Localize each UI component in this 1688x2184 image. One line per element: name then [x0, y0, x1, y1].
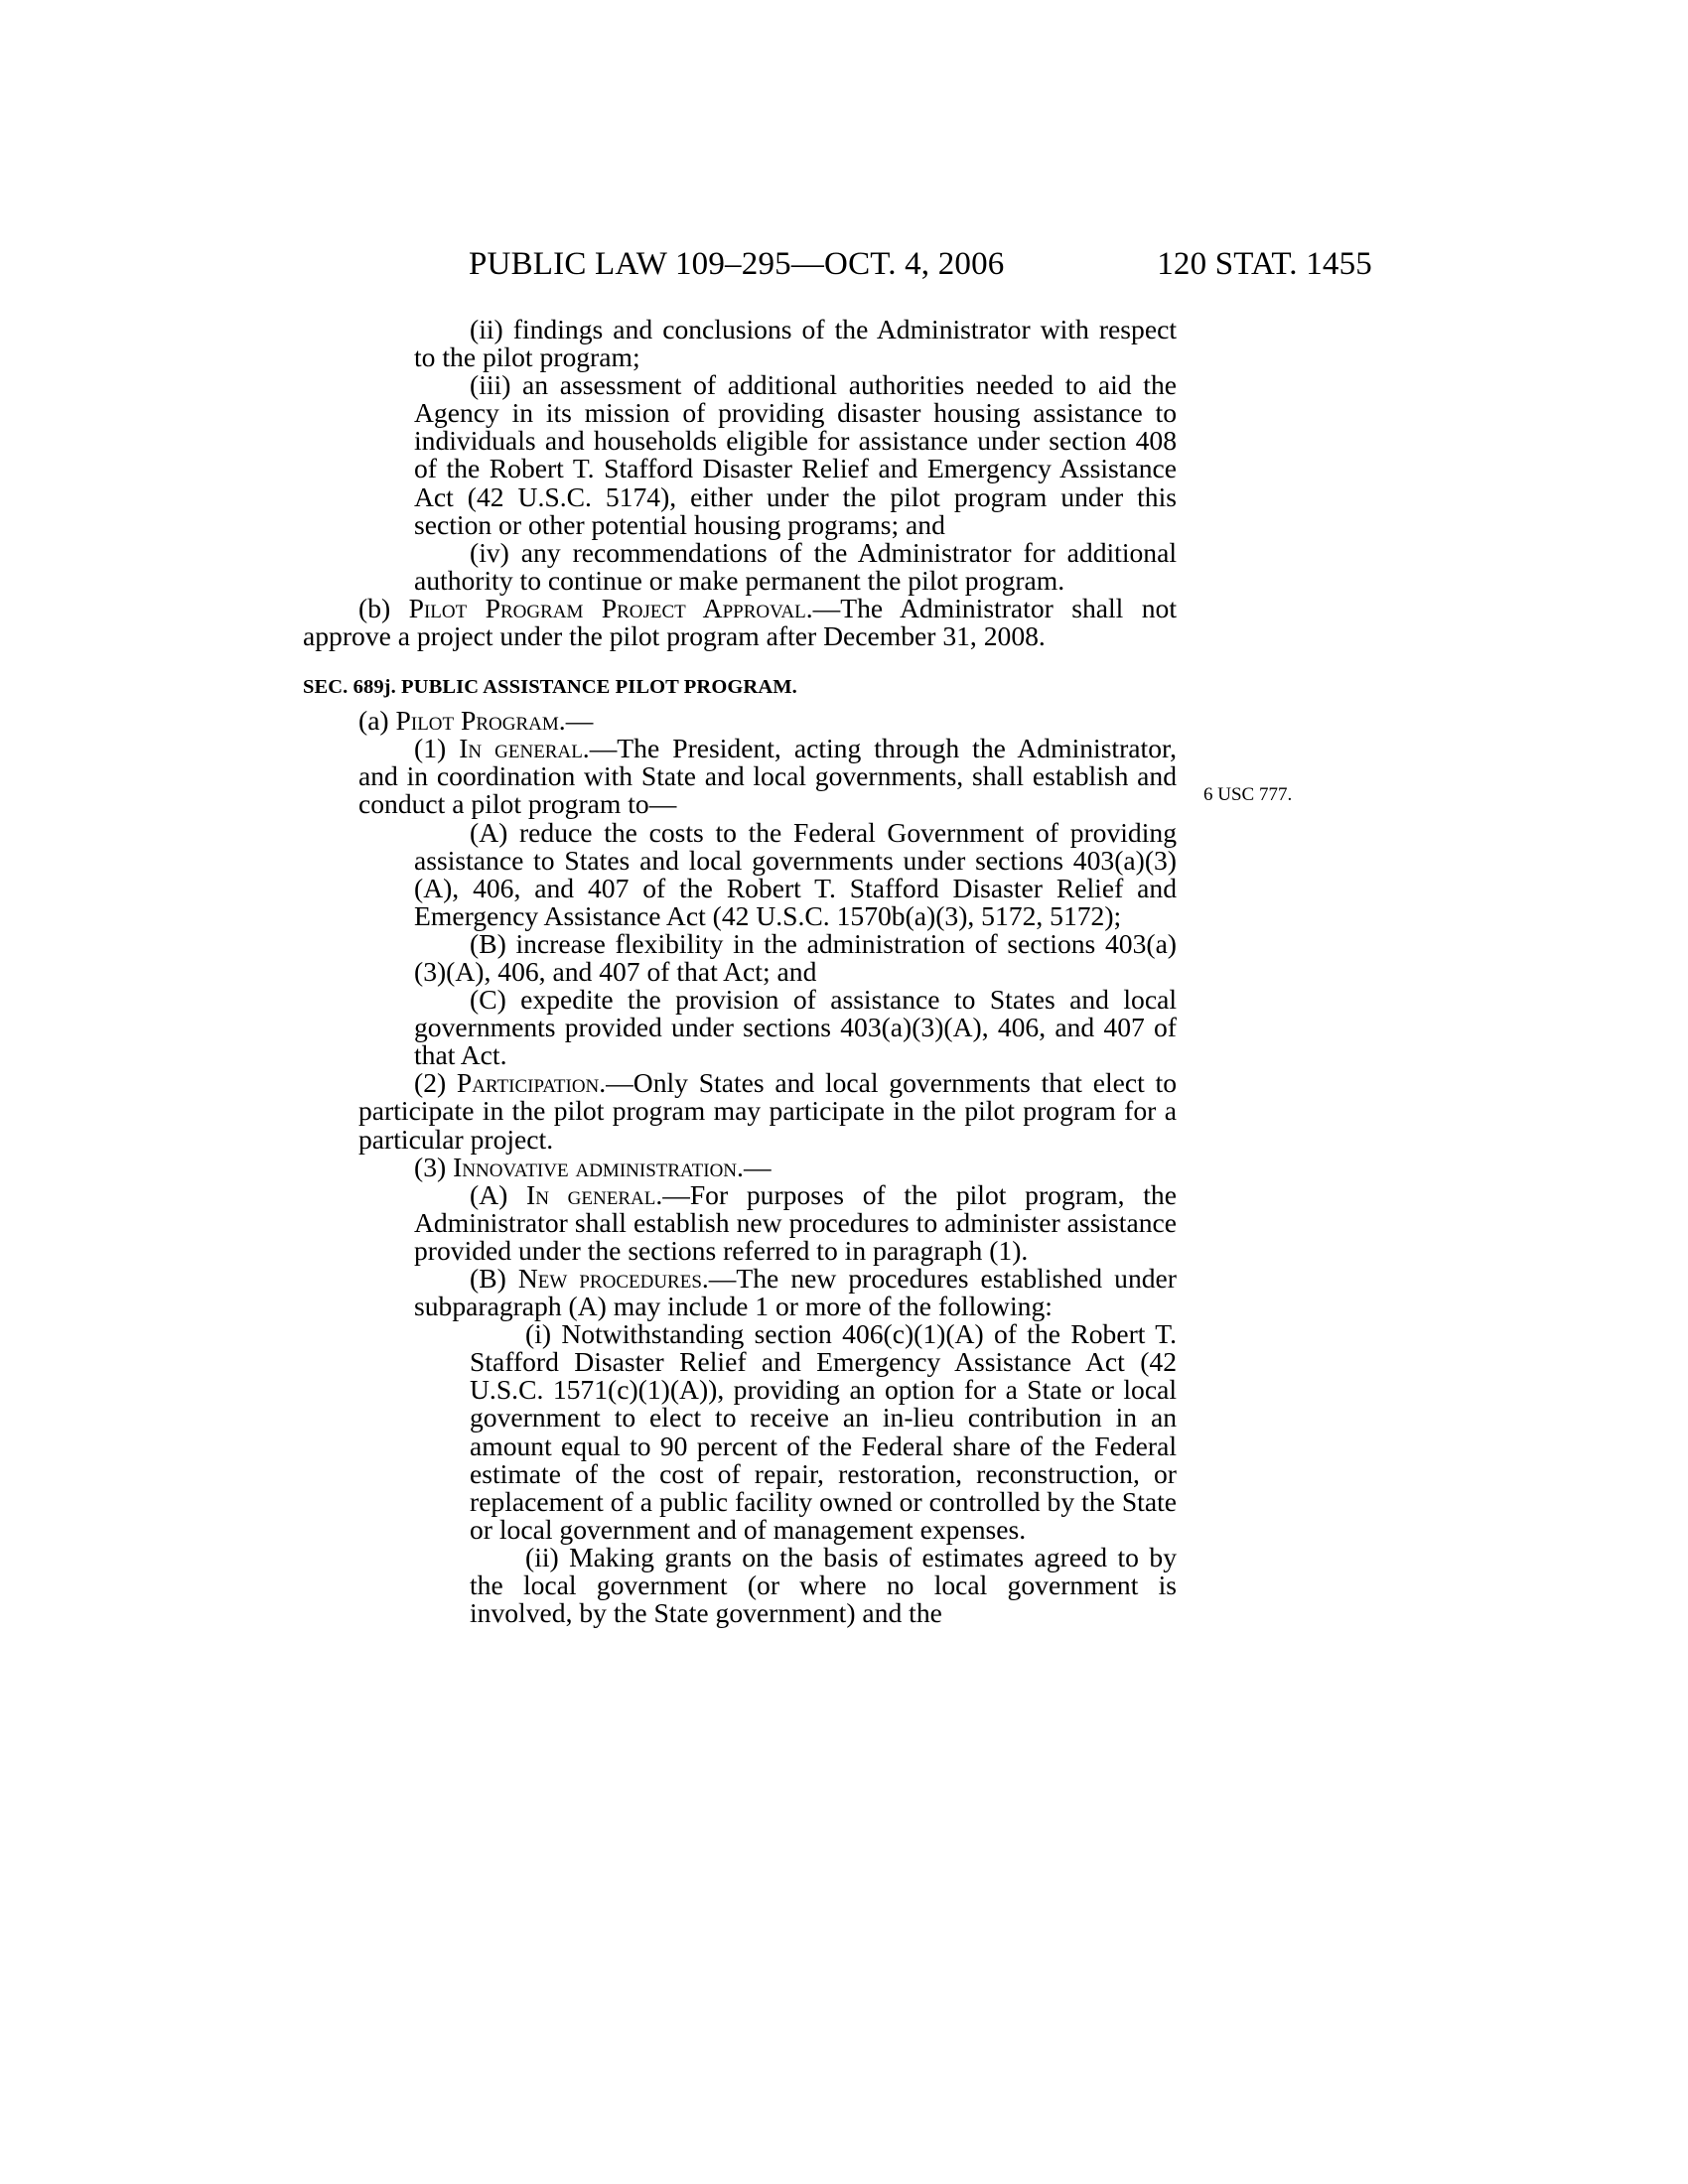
clause-3B-i: (i) Notwithstanding section 406(c)(1)(A) of the Robert T. Stafford Disaster Relief and Emergency Assistance Act (42 U.S.C. 1571(c)(1)(A)), providing an option for a State or local government to elect to receive an in-lieu contribution in an amount equal to 90 percent of the Federal share of the Federal estimate of the cost of repair, restoration, reconstruction, or replacement of a public facility owned or controlled by the State or local government and of management expenses. [470, 1318, 1177, 1545]
clause-3B-ii: (ii) Making grants on the basis of estimates agreed to by the local government (or where no local government is involved, by the State government) and the [470, 1541, 1177, 1629]
subparagraph-3B [303, 1265, 1177, 1320]
subsection-b-text: —The Administrator shall not approve a project under the pilot program after December 31, 2008. [303, 592, 1177, 652]
subparagraph-3A [303, 1178, 1177, 1266]
paragraph-1-heading: In general. [459, 733, 590, 764]
clause-iii: (iii) an assessment of additional authorities needed to aid the Agency in its mission of providing disaster housing assistance to individuals and households eligible for assistance under section 408 of the Robert T. Stafford Disaster Relief and Emergency Assistance Act (42 U.S.C. 5174), either under the pilot program under this section or other potential housing programs; and [414, 369, 1177, 540]
subparagraph-1A: (A) reduce the costs to the Federal Government of providing assistance to States and local governments under sections 403(a)(3)(A), 406, and 407 of the Robert T. Stafford Disaster Relief and Emergency Assistance Act (42 U.S.C. 1570b(a)(3), 5172, 5172); [414, 816, 1177, 931]
subsection-a-dash: — [565, 705, 594, 737]
subparagraph-3B-heading: New procedures. [517, 1263, 709, 1294]
paragraph-1-prefix: (1) [414, 733, 460, 764]
paragraph-3-dash: — [743, 1151, 772, 1182]
clause-iv: (iv) any recommendations of the Administrator for additional authority to continue or make permanent the pilot program. [414, 536, 1177, 596]
subsection-a-prefix: (a) [358, 705, 396, 737]
paragraph-2-heading: Participation. [456, 1067, 607, 1099]
subsection-a-heading: Pilot Program. [395, 705, 566, 737]
paragraph-1 [303, 735, 1177, 818]
subsection-a [303, 707, 1177, 735]
subsection-b-heading: Pilot Program Project Approval. [408, 592, 813, 623]
paragraph-1-text: —The President, acting through the Administrator, and in coordination with State and local governments, shall establish and conduct a pilot program to— [358, 733, 1177, 820]
paragraph-3-prefix: (3) [414, 1151, 454, 1182]
subparagraph-3A-prefix: (A) [470, 1178, 527, 1210]
subsection-b-prefix: (b) [358, 592, 409, 623]
stat-reference: 120 STAT. 1455 [1157, 246, 1372, 282]
subparagraph-3B-prefix: (B) [470, 1263, 518, 1294]
section-heading: SEC. 689j. PUBLIC ASSISTANCE PILOT PROGRAM. [303, 676, 797, 699]
usc-margin-note: 6 USC 777. [1203, 784, 1293, 805]
subsection-b [303, 592, 1177, 652]
subparagraph-3A-text: —For purposes of the pilot program, the Administrator shall establish new procedures to administer assistance provided under the sections referred to in paragraph (1). [414, 1178, 1177, 1266]
paragraph-2-text: —Only States and local governments that elect to participate in the pilot program may participate in the pilot program for a particular project. [358, 1067, 1177, 1155]
page-header [469, 246, 1372, 286]
subparagraph-1C: (C) expedite the provision of assistance to States and local governments provided under sections 403(a)(3)(A), 406, and 407 of that Act. [414, 984, 1177, 1071]
subparagraph-3A-heading: In general. [526, 1178, 663, 1210]
paragraph-2-prefix: (2) [414, 1067, 457, 1099]
clause-ii: (ii) findings and conclusions of the Administrator with respect to the pilot program; [414, 314, 1177, 373]
document-body [303, 316, 1177, 1627]
subparagraph-3B-text: —The new procedures established under subparagraph (A) may include 1 or more of the following: [414, 1263, 1177, 1322]
law-title: PUBLIC LAW 109–295—OCT. 4, 2006 [469, 246, 1005, 282]
paragraph-3-heading: Innovative administration. [453, 1151, 744, 1182]
paragraph-2 [303, 1069, 1177, 1153]
subparagraph-1B: (B) increase flexibility in the administration of sections 403(a)(3)(A), 406, and 407 of that Act; and [414, 927, 1177, 987]
paragraph-3 [303, 1151, 1177, 1182]
